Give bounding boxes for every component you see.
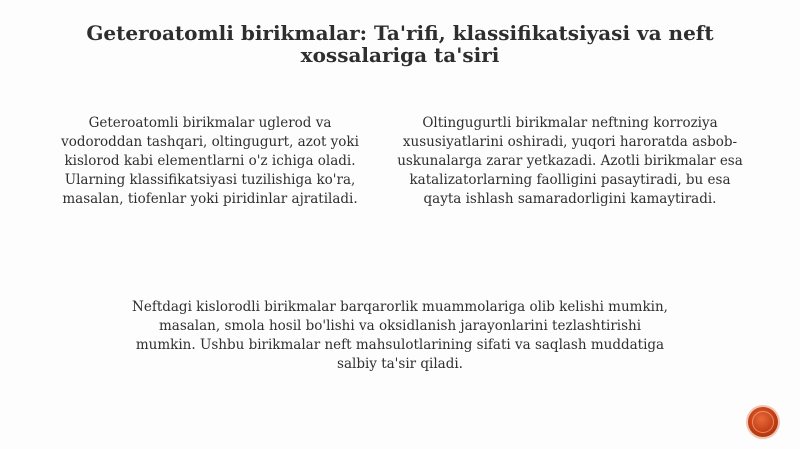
- paragraph-oxygen-compounds: Neftdagi kislorodli birikmalar barqarorlik muammolariga olib kelishi mumkin, masalan, smola hosil bo'lishi va oksidlanish jarayonlarini tezlashtirishi mumkin. Ushbu birikmalar neft mahsulotlarining sifati va saqlash muddatiga salbiy ta'sir qiladi.: [132, 299, 668, 372]
- next-slide-button[interactable]: [748, 407, 778, 437]
- paragraph-effects: Oltingugurtli birikmalar neftning korroziya xususiyatlarini oshiradi, yuqori haroratda asbob-uskunalarga zarar yetkazadi. Azotli birikmalar esa katalizatorlarning faolligini pasaytiradi, bu esa qayta ishlash samaradorligini kamaytiradi.: [397, 115, 743, 207]
- paragraph-definition: Geteroatomli birikmalar uglerod va vodoroddan tashqari, oltingugurt, azot yoki kislorod kabi elementlarni o'z ichiga oladi. Ularning klassifikatsiyasi tuzilishiga ko'ra, masalan, tiofenlar yoki piridinlar ajratiladi.: [61, 115, 359, 207]
- slide-title: Geteroatomli birikmalar: Ta'rifi, klassifikatsiyasi va neft xossalariga ta'siri: [86, 21, 714, 67]
